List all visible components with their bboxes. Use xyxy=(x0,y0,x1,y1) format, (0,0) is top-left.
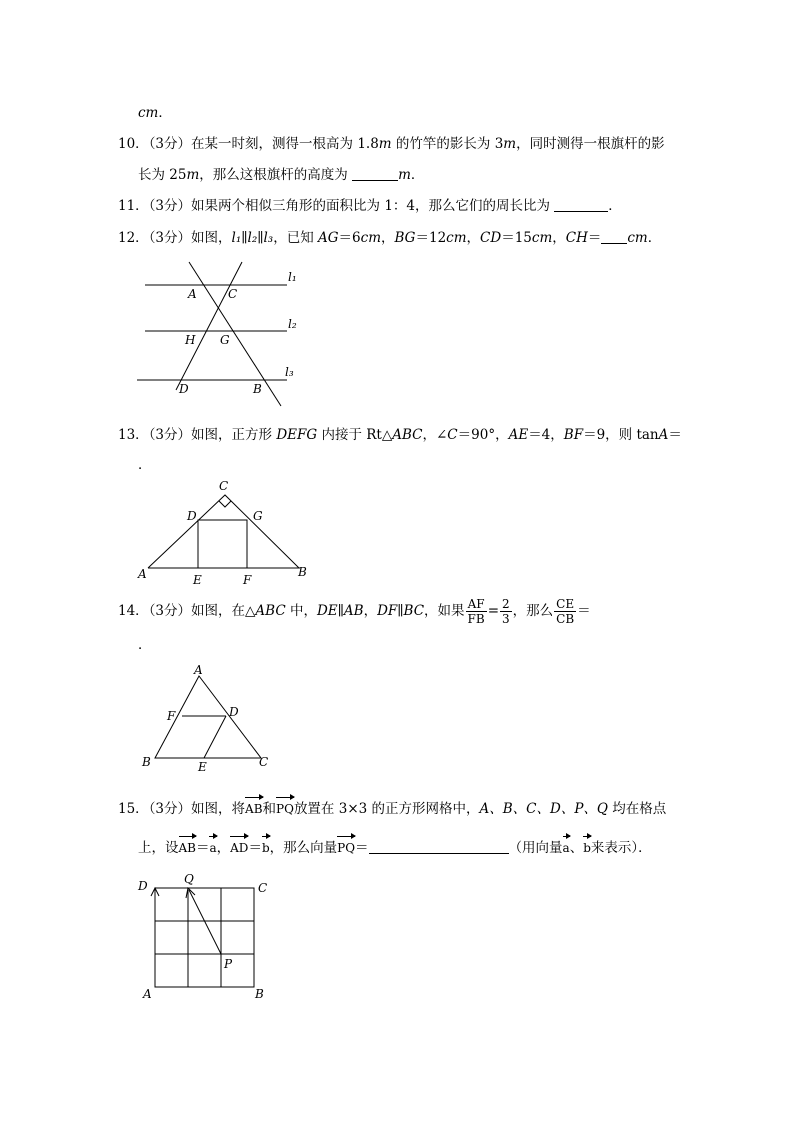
vector-b: b xyxy=(261,841,270,855)
question-number: 14． xyxy=(118,603,149,619)
question-14-line-1: 14．（3分）如图，在△ABC 中，DE∥AB，DF∥BC，如果 $\frac{AF}{FB}$ = $\frac{2}{3}$ ，那么 $\frac{CE}{CB}$ ＝ xyxy=(118,597,591,626)
question-number: 15． xyxy=(118,801,149,817)
question-10-line-2: 长为 25m，那么这根旗杆的高度为 m． xyxy=(138,167,425,183)
label-g: G xyxy=(253,509,263,523)
label-e: E xyxy=(198,760,207,774)
label-g: G xyxy=(220,333,230,347)
fraction-ce-cb: $\frac{CE}{CB}$ xyxy=(556,597,575,626)
label-c: C xyxy=(228,287,238,301)
transversal-cd xyxy=(176,262,242,390)
answer-blank[interactable] xyxy=(601,230,627,244)
vector-a: a xyxy=(562,841,570,855)
label-p: P xyxy=(224,957,233,971)
label-d: D xyxy=(179,382,189,396)
label-a: A xyxy=(138,567,147,581)
vector-ab: AB xyxy=(178,841,196,855)
segment-de xyxy=(204,716,226,758)
label-l2: l₂ xyxy=(288,317,297,331)
vector-ab: AB xyxy=(245,802,263,816)
label-a: A xyxy=(188,287,197,301)
answer-blank[interactable] xyxy=(352,167,398,181)
vector-pq: PQ xyxy=(337,841,356,855)
answer-blank[interactable] xyxy=(369,840,509,854)
label-f: F xyxy=(243,573,252,587)
label-b: B xyxy=(298,565,307,579)
question-number: 12． xyxy=(118,230,149,246)
question-13-line-2: ． xyxy=(138,457,152,473)
question-13-line-1: 13．（3分）如图，正方形 DEFG 内接于 Rt△ABC，∠C＝90°，AE＝4，BF＝9，则 tanA＝ xyxy=(118,427,682,443)
question-12: 12．（3分）如图，l₁∥l₂∥l₃，已知 AG＝6cm，BG＝12cm，CD＝15cm，CH＝ cm． xyxy=(118,230,662,246)
question-number: 11． xyxy=(118,198,149,214)
label-d: D xyxy=(187,509,197,523)
question-score: （3分） xyxy=(148,198,192,214)
vector-ad: AD xyxy=(230,841,249,855)
figure-grid-vectors xyxy=(138,874,298,1004)
grid-outline xyxy=(155,888,254,987)
question-number: 10． xyxy=(118,136,149,152)
transversal-ab xyxy=(189,262,281,406)
figure-triangle-parallels xyxy=(138,663,288,776)
label-b: B xyxy=(253,382,262,396)
figure-square-in-triangle xyxy=(135,476,315,586)
question-number: 13． xyxy=(118,427,149,443)
label-q: Q xyxy=(184,872,194,886)
right-angle-mark xyxy=(219,501,231,507)
label-c: C xyxy=(219,479,229,493)
square-defg xyxy=(198,520,247,568)
label-c: C xyxy=(259,755,269,769)
question-10-line-1: 10．（3分）在某一时刻，测得一根高为 1.8m 的竹竿的影长为 3m，同时测得一根旗杆的影 xyxy=(118,136,665,152)
figure-parallel-lines xyxy=(135,258,305,408)
fraction-af-fb: $\frac{AF}{FB}$ xyxy=(467,597,485,626)
label-c: C xyxy=(258,881,268,895)
answer-blank[interactable] xyxy=(554,198,608,212)
q9-tail: cm． xyxy=(138,105,172,121)
question-score: （3分） xyxy=(148,603,192,619)
label-a: A xyxy=(194,663,203,677)
label-h: H xyxy=(185,333,196,347)
question-11: 11．（3分）如果两个相似三角形的面积比为 1：4，那么它们的周长比为 ． xyxy=(118,198,622,214)
question-score: （3分） xyxy=(148,136,192,152)
vector-pq: PQ xyxy=(276,802,294,816)
question-score: （3分） xyxy=(148,801,192,817)
label-l3: l₃ xyxy=(285,365,294,379)
label-l1: l₁ xyxy=(288,270,297,284)
vector-b: b xyxy=(583,841,591,855)
vector-pq-line xyxy=(189,890,221,954)
label-f: F xyxy=(167,709,176,723)
label-a: A xyxy=(143,987,152,1001)
question-14-line-2: ． xyxy=(138,637,152,653)
label-b: B xyxy=(255,987,264,1001)
question-score: （3分） xyxy=(148,427,192,443)
question-15-line-2: 上，设AB＝a，AD＝b，那么向量PQ＝ （用向量a、b来表示）． xyxy=(138,840,652,856)
unit-cm: cm xyxy=(138,105,159,121)
label-b: B xyxy=(142,755,151,769)
question-15-line-1: 15．（3分）如图，将AB和PQ放置在 3×3 的正方形网格中，A、B、C、D、P、Q 均在格点 xyxy=(118,801,667,817)
fraction-2-3: $\frac{2}{3}$ xyxy=(502,597,510,626)
vector-a: a xyxy=(209,841,217,855)
label-d: D xyxy=(138,879,148,893)
question-score: （3分） xyxy=(148,230,192,246)
label-d: D xyxy=(229,705,239,719)
label-e: E xyxy=(193,573,202,587)
